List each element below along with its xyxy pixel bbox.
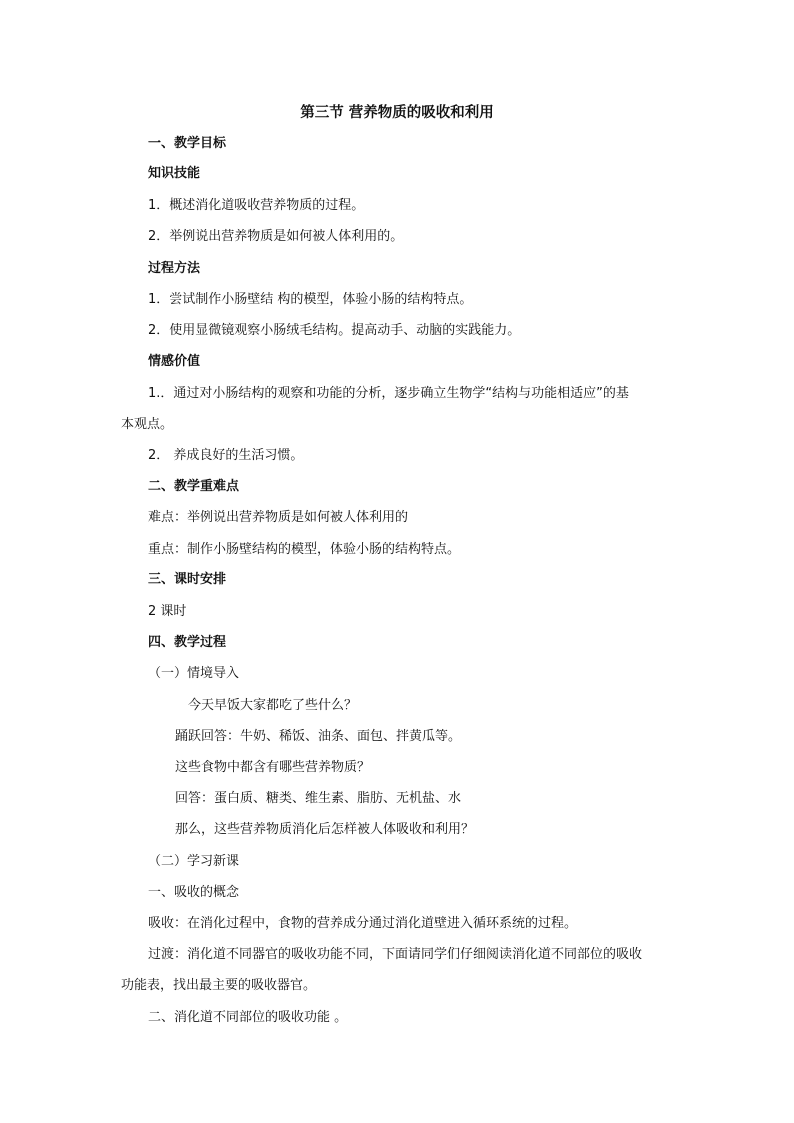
list-item: 1．概述消化道吸收营养物质的过程。	[148, 198, 365, 213]
subheading-knowledge: 知识技能	[148, 166, 201, 181]
paragraph-difficulty: 难点：举例说出营养物质是如何被人体利用的	[148, 510, 409, 525]
list-item: 2．使用显微镜观察小肠绒毛结构。提高动手、动脑的实践能力。	[148, 323, 521, 338]
subheading-new-lesson: （二）学习新课	[148, 854, 240, 869]
dialog-question: 那么，这些营养物质消化后怎样被人体吸收和利用？	[175, 822, 475, 837]
list-item: 1．尝试制作小肠壁结 构的模型，体验小肠的结构特点。	[148, 292, 473, 307]
list-item: 1.．通过对小肠结构的观察和功能的分析，逐步确立生物学“结构与功能相适应”的基	[148, 386, 629, 401]
page-title: 第三节 营养物质的吸收和利用	[300, 105, 494, 121]
dialog-question: 今天早饭大家都吃了些什么？	[188, 698, 358, 713]
subheading-concept: 一、吸收的概念	[148, 885, 240, 900]
paragraph-key-point: 重点：制作小肠壁结构的模型，体验小肠的结构特点。	[148, 542, 461, 557]
section-heading-process: 四、教学过程	[148, 635, 227, 650]
subheading-intro: （一）情境导入	[148, 666, 240, 681]
paragraph-transition: 过渡：消化道不同器官的吸收功能不同，下面请同学们仔细阅读消化道不同部位的吸收	[148, 947, 643, 962]
list-item-continuation: 本观点。	[121, 417, 174, 432]
list-item: 2．举例说出营养物质是如何被人体利用的。	[148, 229, 404, 244]
subheading-process: 过程方法	[148, 261, 201, 276]
dialog-answer: 回答：蛋白质、糖类、维生素、脂肪、无机盐、水	[175, 791, 462, 806]
list-item: 2． 养成良好的生活习惯。	[148, 448, 304, 463]
subheading-absorption-functions: 二、消化道不同部位的吸收功能 。	[148, 1010, 348, 1025]
dialog-answer: 踊跃回答：牛奶、稀饭、油条、面包、拌黄瓜等。	[175, 729, 462, 744]
paragraph-absorb: 吸收：在消化过程中，食物的营养成分通过消化道壁进入循环系统的过程。	[148, 916, 578, 931]
section-heading-difficulty: 二、教学重难点	[148, 479, 240, 494]
section-heading-objectives: 一、教学目标	[148, 136, 227, 151]
dialog-question: 这些食物中都含有哪些营养物质？	[175, 760, 371, 775]
section-heading-schedule: 三、课时安排	[148, 572, 227, 587]
paragraph-schedule: 2 课时	[148, 604, 187, 619]
paragraph-transition-continuation: 功能表，找出最主要的吸收器官。	[121, 978, 317, 993]
subheading-emotion: 情感价值	[148, 354, 201, 369]
